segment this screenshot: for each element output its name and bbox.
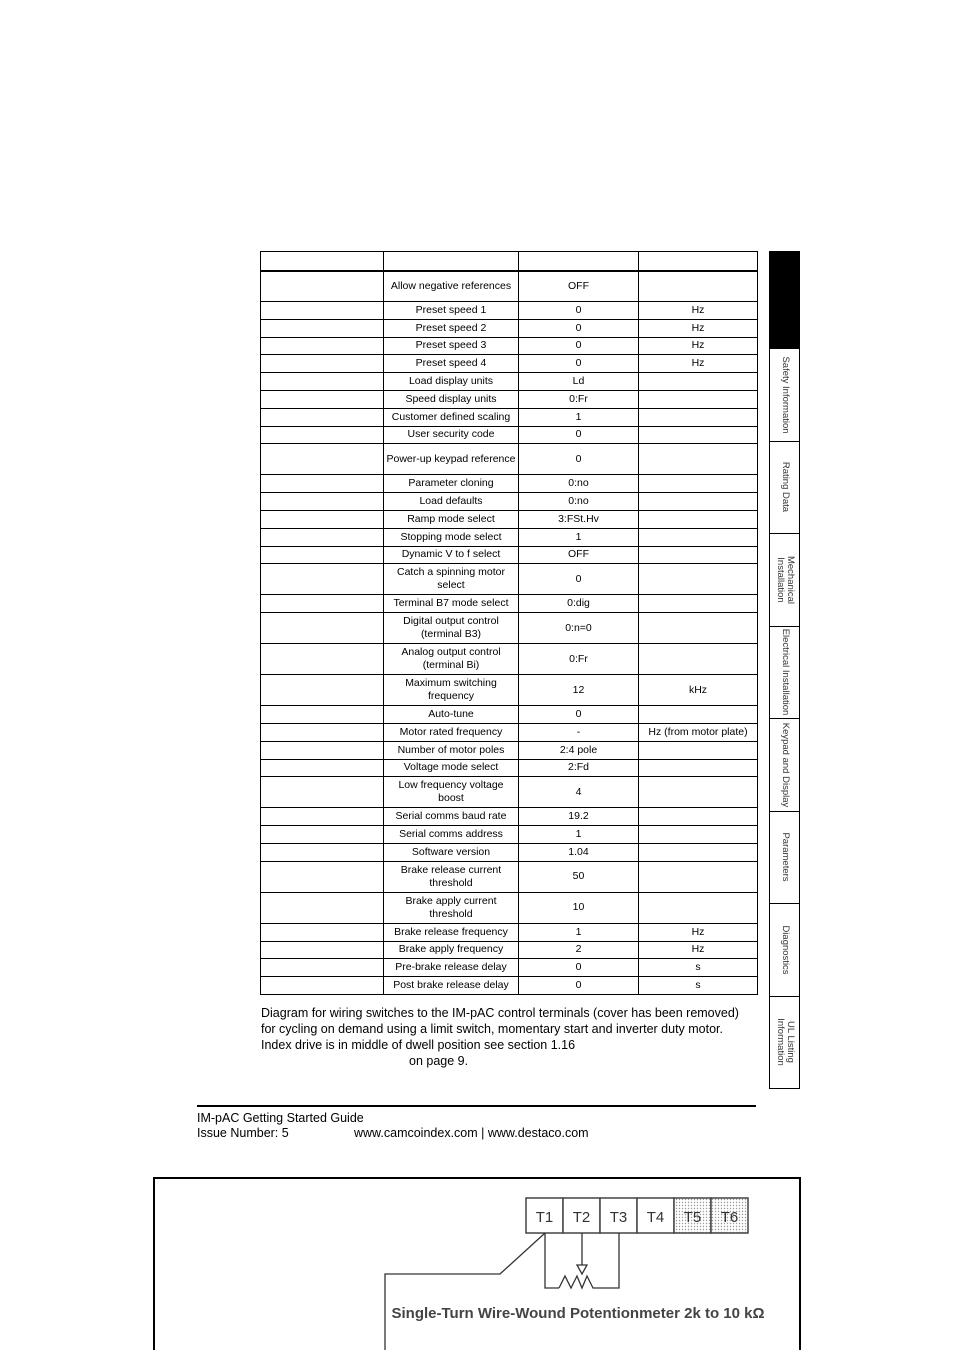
- unit-cell: [639, 475, 758, 493]
- param-id-cell: [261, 390, 384, 408]
- terminal-block: [526, 1198, 748, 1233]
- default-value-cell: 2:4 pole: [519, 741, 639, 759]
- param-id-cell: [261, 644, 384, 675]
- parameter-name-cell: Stopping mode select: [384, 528, 519, 546]
- header-cell: [639, 252, 758, 271]
- table-row: [261, 741, 758, 759]
- default-value-cell: 2:Fd: [519, 759, 639, 777]
- unit-cell: Hz: [639, 319, 758, 337]
- parameter-name-cell: Serial comms baud rate: [384, 808, 519, 826]
- default-value-cell: 0: [519, 959, 639, 977]
- default-value-cell: 0: [519, 977, 639, 995]
- default-value-cell: -: [519, 723, 639, 741]
- default-value-cell: 0: [519, 426, 639, 444]
- parameter-name-cell: Preset speed 1: [384, 302, 519, 320]
- table-row: [261, 706, 758, 724]
- parameter-name-cell: User security code: [384, 426, 519, 444]
- header-cell: [384, 252, 519, 271]
- unit-cell: Hz: [639, 337, 758, 355]
- tab-ul-listing-information[interactable]: [770, 996, 799, 1089]
- tab-rating-data[interactable]: [770, 441, 799, 534]
- parameter-name-cell: Load display units: [384, 373, 519, 391]
- default-value-cell: 4: [519, 777, 639, 808]
- wiper-arrow: [577, 1265, 587, 1274]
- terminal-label: T3: [609, 1209, 628, 1226]
- tab-label: Mechanical Installation: [774, 555, 796, 604]
- default-value-cell: 0: [519, 706, 639, 724]
- section-tabs: [769, 251, 800, 1089]
- parameter-name-cell: Speed display units: [384, 390, 519, 408]
- param-id-cell: [261, 373, 384, 391]
- tab-label: Keypad and Display: [779, 722, 791, 807]
- default-value-cell: 1.04: [519, 843, 639, 861]
- unit-cell: [639, 510, 758, 528]
- table-row: [261, 892, 758, 923]
- wire-t1-left: [385, 1233, 545, 1350]
- param-id-cell: [261, 564, 384, 595]
- table-row: [261, 390, 758, 408]
- table-row: [261, 271, 758, 302]
- unit-cell: Hz: [639, 302, 758, 320]
- parameter-name-cell: Catch a spinning motor select: [384, 564, 519, 595]
- unit-cell: [639, 373, 758, 391]
- default-value-cell: 0: [519, 337, 639, 355]
- table-row: [261, 408, 758, 426]
- table-row: [261, 444, 758, 475]
- tab-safety-information[interactable]: [770, 348, 799, 441]
- tab-mechanical-installation[interactable]: [770, 533, 799, 626]
- param-id-cell: [261, 741, 384, 759]
- unit-cell: [639, 271, 758, 302]
- parameter-name-cell: Analog output control (terminal Bi): [384, 644, 519, 675]
- unit-cell: Hz: [639, 941, 758, 959]
- caption-line: on page 9.: [409, 1054, 469, 1068]
- footer-issue-number: Issue Number: 5: [197, 1126, 289, 1140]
- table-row: [261, 843, 758, 861]
- default-value-cell: 1: [519, 528, 639, 546]
- unit-cell: [639, 564, 758, 595]
- default-value-cell: 0: [519, 302, 639, 320]
- table-row: [261, 723, 758, 741]
- parameter-name-cell: Low frequency voltage boost: [384, 777, 519, 808]
- parameter-name-cell: Maximum switching frequency: [384, 675, 519, 706]
- table-row: [261, 426, 758, 444]
- param-id-cell: [261, 706, 384, 724]
- diagram-caption: [261, 1005, 761, 1069]
- parameter-name-cell: Pre-brake release delay: [384, 959, 519, 977]
- unit-cell: [639, 528, 758, 546]
- unit-cell: [639, 861, 758, 892]
- unit-cell: [639, 408, 758, 426]
- param-id-cell: [261, 528, 384, 546]
- unit-cell: [639, 595, 758, 613]
- wiring-diagram: [153, 1177, 801, 1350]
- param-id-cell: [261, 302, 384, 320]
- param-id-cell: [261, 355, 384, 373]
- table-row: [261, 355, 758, 373]
- parameter-name-cell: Software version: [384, 843, 519, 861]
- potentiometer-label: Single-Turn Wire-Wound Potentionmeter 2k to 10 kΩ: [391, 1305, 765, 1322]
- default-value-cell: 0: [519, 319, 639, 337]
- table-row: [261, 302, 758, 320]
- caption-line: for cycling on demand using a limit switch, momentary start and inverter duty motor.: [261, 1022, 723, 1036]
- param-id-cell: [261, 271, 384, 302]
- param-id-cell: [261, 892, 384, 923]
- parameter-name-cell: Serial comms address: [384, 826, 519, 844]
- param-id-cell: [261, 941, 384, 959]
- param-id-cell: [261, 493, 384, 511]
- footer-website[interactable]: www.camcoindex.com | www.destaco.com: [354, 1126, 589, 1140]
- wire-t1-pot: [545, 1233, 559, 1288]
- default-value-cell: 0:n=0: [519, 613, 639, 644]
- default-value-cell: 3:FSt.Hv: [519, 510, 639, 528]
- caption-line: Index drive is in middle of dwell position see section 1.16: [261, 1038, 576, 1052]
- default-value-cell: 12: [519, 675, 639, 706]
- table-row: [261, 759, 758, 777]
- parameter-name-cell: Brake apply current threshold: [384, 892, 519, 923]
- default-value-cell: 0: [519, 355, 639, 373]
- table-row: [261, 546, 758, 564]
- default-value-cell: 0: [519, 444, 639, 475]
- param-id-cell: [261, 977, 384, 995]
- parameter-name-cell: Auto-tune: [384, 706, 519, 724]
- default-value-cell: 0:dig: [519, 595, 639, 613]
- parameter-name-cell: Brake release frequency: [384, 923, 519, 941]
- table-row: [261, 675, 758, 706]
- tab-label: Electrical Installation: [779, 628, 791, 716]
- table-row: [261, 777, 758, 808]
- parameter-name-cell: Motor rated frequency: [384, 723, 519, 741]
- param-id-cell: [261, 510, 384, 528]
- param-id-cell: [261, 861, 384, 892]
- param-id-cell: [261, 675, 384, 706]
- table-row: [261, 959, 758, 977]
- param-id-cell: [261, 759, 384, 777]
- unit-cell: [639, 390, 758, 408]
- parameter-name-cell: Ramp mode select: [384, 510, 519, 528]
- param-id-cell: [261, 319, 384, 337]
- default-value-cell: 19.2: [519, 808, 639, 826]
- table-row: [261, 528, 758, 546]
- tab-label: UL Listing Information: [774, 1018, 796, 1067]
- terminal-label: T2: [572, 1209, 591, 1226]
- default-value-cell: 0:Fr: [519, 390, 639, 408]
- default-value-cell: OFF: [519, 271, 639, 302]
- param-id-cell: [261, 546, 384, 564]
- parameter-name-cell: Preset speed 4: [384, 355, 519, 373]
- tab-parameters[interactable]: [770, 811, 799, 904]
- parameter-table: [260, 251, 758, 995]
- parameter-name-cell: Power-up keypad reference: [384, 444, 519, 475]
- default-value-cell: 0: [519, 564, 639, 595]
- table-row: [261, 941, 758, 959]
- parameter-name-cell: Allow negative references: [384, 271, 519, 302]
- table-row: [261, 826, 758, 844]
- unit-cell: s: [639, 977, 758, 995]
- table-row: [261, 319, 758, 337]
- table-row: [261, 337, 758, 355]
- table-row: [261, 595, 758, 613]
- tab-label: Safety Information: [779, 356, 791, 434]
- param-id-cell: [261, 475, 384, 493]
- param-id-cell: [261, 595, 384, 613]
- default-value-cell: 0:Fr: [519, 644, 639, 675]
- parameter-name-cell: Terminal B7 mode select: [384, 595, 519, 613]
- default-value-cell: 50: [519, 861, 639, 892]
- unit-cell: [639, 892, 758, 923]
- parameter-name-cell: Brake release current threshold: [384, 861, 519, 892]
- default-value-cell: OFF: [519, 546, 639, 564]
- unit-cell: Hz (from motor plate): [639, 723, 758, 741]
- param-id-cell: [261, 959, 384, 977]
- table-row: [261, 808, 758, 826]
- unit-cell: Hz: [639, 923, 758, 941]
- unit-cell: [639, 826, 758, 844]
- param-id-cell: [261, 444, 384, 475]
- table-row: [261, 493, 758, 511]
- param-id-cell: [261, 426, 384, 444]
- header-cell: [519, 252, 639, 271]
- unit-cell: [639, 644, 758, 675]
- param-id-cell: [261, 723, 384, 741]
- param-id-cell: [261, 808, 384, 826]
- unit-cell: Hz: [639, 355, 758, 373]
- table-row: [261, 923, 758, 941]
- parameter-name-cell: Number of motor poles: [384, 741, 519, 759]
- default-value-cell: 2: [519, 941, 639, 959]
- table-header-row: [261, 252, 758, 271]
- table-row: [261, 977, 758, 995]
- unit-cell: [639, 759, 758, 777]
- table-row: [261, 510, 758, 528]
- table-row: [261, 861, 758, 892]
- wires: [385, 1233, 619, 1350]
- active-section-tab: [770, 252, 799, 348]
- footer-divider: [197, 1105, 756, 1107]
- terminal-label: T6: [720, 1209, 739, 1226]
- tab-electrical-installation[interactable]: [770, 626, 799, 719]
- potentiometer-resistor: [559, 1276, 599, 1288]
- table-row: [261, 564, 758, 595]
- unit-cell: [639, 843, 758, 861]
- parameter-name-cell: Load defaults: [384, 493, 519, 511]
- terminal-label: T5: [683, 1209, 702, 1226]
- terminal-label: T1: [535, 1209, 554, 1226]
- caption-line: Diagram for wiring switches to the IM-pAC control terminals (cover has been removed): [261, 1006, 739, 1020]
- parameter-name-cell: Post brake release delay: [384, 977, 519, 995]
- tab-label: Parameters: [779, 832, 791, 882]
- param-id-cell: [261, 337, 384, 355]
- tab-diagnostics[interactable]: [770, 903, 799, 996]
- unit-cell: [639, 741, 758, 759]
- default-value-cell: 10: [519, 892, 639, 923]
- unit-cell: [639, 426, 758, 444]
- parameter-name-cell: Digital output control (terminal B3): [384, 613, 519, 644]
- default-value-cell: 0:no: [519, 475, 639, 493]
- tab-label: Rating Data: [779, 462, 791, 513]
- parameter-name-cell: Voltage mode select: [384, 759, 519, 777]
- tab-keypad-and-display[interactable]: [770, 718, 799, 811]
- unit-cell: [639, 493, 758, 511]
- unit-cell: [639, 546, 758, 564]
- wire-t3-pot: [599, 1233, 619, 1288]
- unit-cell: kHz: [639, 675, 758, 706]
- parameter-name-cell: Customer defined scaling: [384, 408, 519, 426]
- table-row: [261, 475, 758, 493]
- unit-cell: [639, 777, 758, 808]
- unit-cell: [639, 444, 758, 475]
- table-row: [261, 613, 758, 644]
- unit-cell: s: [639, 959, 758, 977]
- parameter-name-cell: Preset speed 3: [384, 337, 519, 355]
- param-id-cell: [261, 826, 384, 844]
- header-cell: [261, 252, 384, 271]
- unit-cell: [639, 613, 758, 644]
- parameter-name-cell: Preset speed 2: [384, 319, 519, 337]
- param-id-cell: [261, 777, 384, 808]
- default-value-cell: 1: [519, 923, 639, 941]
- table-row: [261, 373, 758, 391]
- default-value-cell: 1: [519, 826, 639, 844]
- table-body: [261, 271, 758, 995]
- parameter-name-cell: Parameter cloning: [384, 475, 519, 493]
- unit-cell: [639, 706, 758, 724]
- default-value-cell: Ld: [519, 373, 639, 391]
- param-id-cell: [261, 923, 384, 941]
- unit-cell: [639, 808, 758, 826]
- param-id-cell: [261, 613, 384, 644]
- table-row: [261, 644, 758, 675]
- terminal-label: T4: [646, 1209, 665, 1226]
- footer-guide-title: IM-pAC Getting Started Guide: [197, 1111, 364, 1125]
- parameter-name-cell: Brake apply frequency: [384, 941, 519, 959]
- param-id-cell: [261, 843, 384, 861]
- parameter-name-cell: Dynamic V to f select: [384, 546, 519, 564]
- tab-label: Diagnostics: [779, 925, 791, 975]
- default-value-cell: 0:no: [519, 493, 639, 511]
- default-value-cell: 1: [519, 408, 639, 426]
- param-id-cell: [261, 408, 384, 426]
